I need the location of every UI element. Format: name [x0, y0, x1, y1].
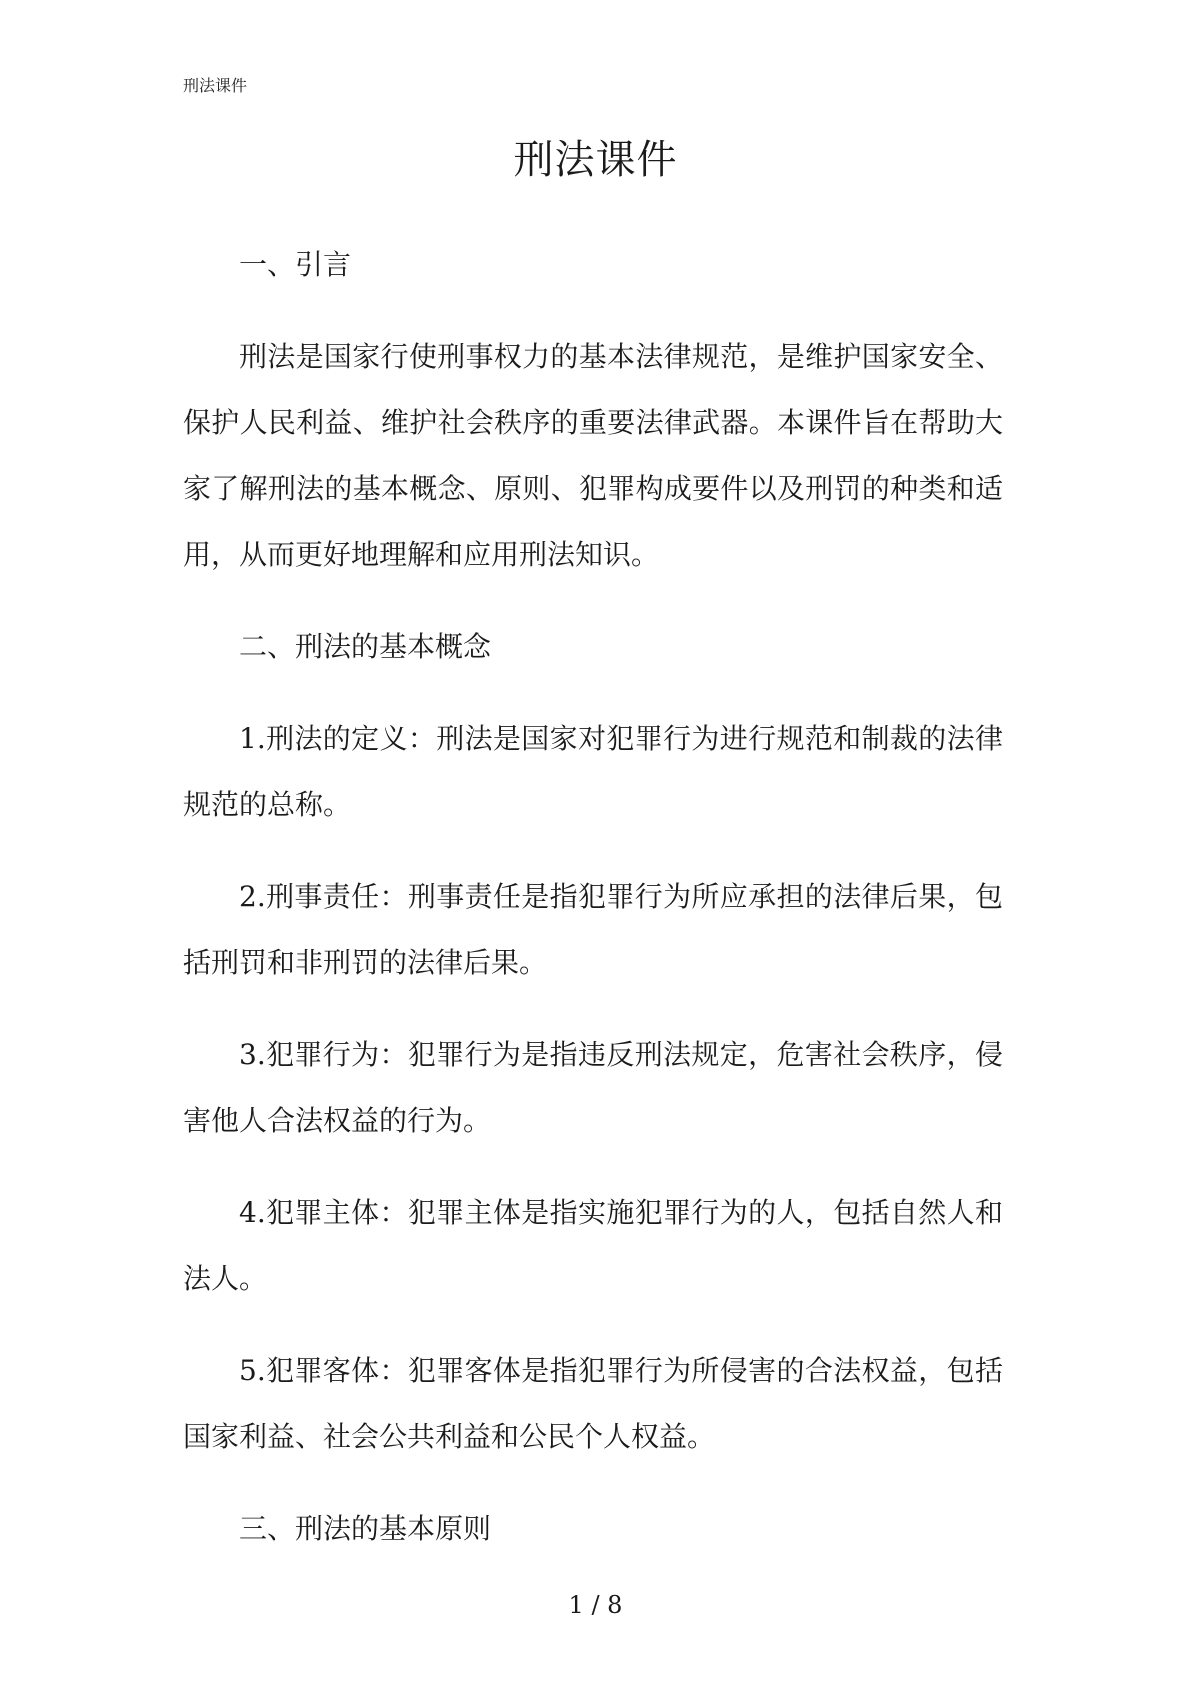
- section-heading-basic-concepts: 二、刑法的基本概念: [239, 630, 492, 663]
- document-title: 刑法课件: [513, 137, 678, 183]
- section-heading-basic-principles: 三、刑法的基本原则: [239, 1512, 492, 1545]
- paragraph-definition: 1.刑法的定义：刑法是国家对犯罪行为进行规范和制裁的法律规范的总称。: [183, 722, 1003, 821]
- paragraph-introduction: 刑法是国家行使刑事权力的基本法律规范，是维护国家安全、保护人民利益、维护社会秩序的重要法律武器。本课件旨在帮助大家了解刑法的基本概念、原则、犯罪构成要件以及刑罚的种类和适用，从而更好地理解和应用刑法知识。: [183, 340, 1003, 571]
- page-number: 1 / 8: [568, 1591, 623, 1619]
- section-heading-introduction: 一、引言: [239, 248, 352, 281]
- paragraph-criminal-act: 3.犯罪行为：犯罪行为是指违反刑法规定，危害社会秩序，侵害他人合法权益的行为。: [183, 1038, 1003, 1137]
- document-body: [183, 232, 1003, 1588]
- running-header: 刑法课件: [183, 76, 248, 95]
- paragraph-criminal-responsibility: 2.刑事责任：刑事责任是指犯罪行为所应承担的法律后果，包括刑罚和非刑罚的法律后果。: [183, 880, 1003, 979]
- paragraph-criminal-object: 5.犯罪客体：犯罪客体是指犯罪行为所侵害的合法权益，包括国家利益、社会公共利益和公民个人权益。: [183, 1354, 1003, 1453]
- paragraph-criminal-subject: 4.犯罪主体：犯罪主体是指实施犯罪行为的人，包括自然人和法人。: [183, 1196, 1003, 1295]
